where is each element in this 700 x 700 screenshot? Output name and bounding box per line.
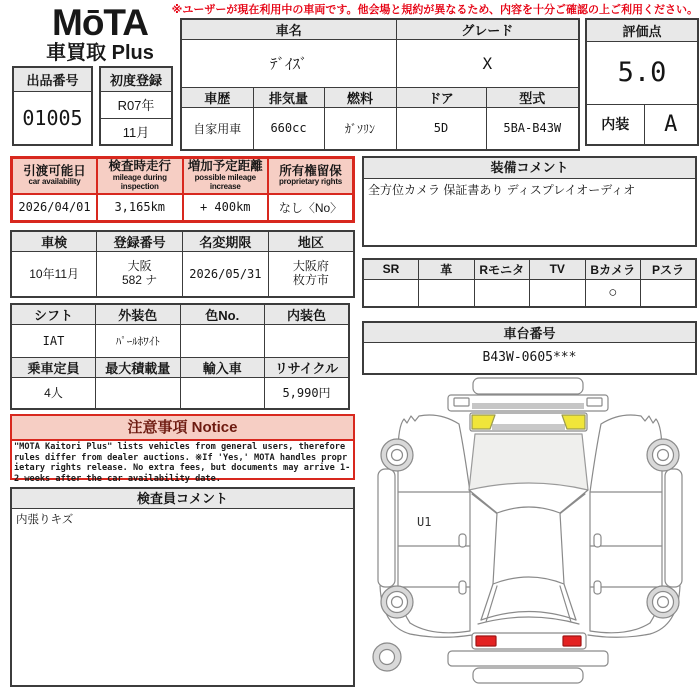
rear-bumper-bottom (473, 668, 583, 683)
proprietary-rights-header-en: proprietary rights (278, 177, 343, 187)
availability-date-value: 2026/04/01 (12, 194, 98, 222)
doors-header: ドア (396, 88, 486, 108)
availability-date-header-jp: 引渡可能日 (23, 163, 86, 178)
color-no-value (180, 325, 265, 358)
first-registration-box (99, 66, 173, 146)
mileage-increase-value: + 400km (183, 194, 269, 222)
inspector-comment-header: 検査員コメント (12, 489, 353, 509)
recycle-value: 5,990円 (265, 378, 350, 409)
registration-number-header: 登録番号 (97, 231, 183, 252)
car-name-header: 車名 (181, 19, 396, 40)
front-bumper-top (473, 378, 583, 394)
model-value: 5BA-B43W (486, 108, 579, 150)
fuel-header: 燃料 (324, 88, 396, 108)
max-load-value (96, 378, 181, 409)
name-change-deadline-header: 名変期限 (183, 231, 269, 252)
first-registration-year: R07年 (100, 91, 172, 118)
shift-header: シフト (11, 304, 96, 325)
windshield (469, 434, 588, 490)
car-name-value: ﾃﾞｲｽﾞ (181, 40, 396, 88)
score-header: 評価点 (586, 19, 698, 41)
shift-value: IAT (11, 325, 96, 358)
equipment-value-tv (530, 279, 586, 307)
interior-color-value (265, 325, 350, 358)
district-line2: 枚方市 (292, 272, 329, 287)
front-bumper-left-insert (454, 398, 469, 406)
grade-value: X (396, 40, 579, 88)
interior-grade-value: A (644, 104, 698, 145)
left-front-door-handle (459, 534, 466, 547)
displacement-value: 660cc (253, 108, 324, 150)
equipment-value-sr (363, 279, 419, 307)
car-info-table (180, 18, 580, 151)
front-bumper-shade (472, 403, 584, 409)
equipment-comment-header: 装備コメント (364, 158, 695, 179)
front-right-wheel (647, 439, 679, 471)
equipment-table (362, 258, 697, 308)
equipment-header-rear-monitor: Rモニタ (474, 259, 530, 279)
mileage-increase-header-jp: 増加予定距離 (187, 159, 263, 174)
mota-logo-main: MōTA (52, 2, 148, 43)
equipment-comment-body: 全方位カメラ 保証書あり ディスプレイオーディオ (368, 183, 636, 197)
rear-window-arcs (478, 612, 579, 625)
right-taillight-highlight (563, 636, 581, 646)
registration-number-value (97, 252, 183, 297)
mileage-increase-header-en: possible mileage increase (194, 173, 256, 191)
rear-bumper-bar (448, 651, 608, 666)
district-value (268, 252, 354, 297)
equipment-value-rear-monitor (474, 279, 530, 307)
equipment-header-sr: SR (363, 259, 419, 279)
inspector-comment-box (10, 487, 355, 687)
equipment-header-power-slide: Pスラ (641, 259, 697, 279)
proprietary-rights-value: なし〈No〉 (268, 194, 354, 222)
availability-table (10, 156, 355, 223)
exterior-color-header: 外装色 (96, 304, 181, 325)
roof-panel (493, 507, 564, 584)
proprietary-rights-header-jp: 所有権留保 (279, 163, 342, 178)
exterior-color-value: ﾊﾟｰﾙﾎﾜｲﾄ (96, 325, 181, 358)
grade-header: グレード (396, 19, 579, 40)
equipment-header-tv: TV (530, 259, 586, 279)
district-line1: 大阪府 (292, 258, 329, 273)
inspection-table (10, 230, 355, 298)
chassis-number-value: B43W-0605*** (363, 343, 696, 374)
shaken-header: 車検 (11, 231, 97, 252)
first-registration-month: 11月 (100, 118, 172, 145)
notice-header: 注意事項 Notice (12, 416, 353, 441)
mileage-header-en: mileage during inspection (112, 173, 167, 191)
history-header: 車歴 (181, 88, 253, 108)
notice-box (10, 414, 355, 485)
chassis-number-header: 車台番号 (363, 322, 696, 343)
left-rear-door-handle (459, 581, 466, 594)
name-change-deadline-value: 2026/05/31 (183, 252, 269, 297)
damage-code-u1: U1 (417, 515, 432, 529)
cowl-shade (492, 424, 565, 430)
district-header: 地区 (268, 231, 354, 252)
equipment-value-power-slide (641, 279, 697, 307)
import-value (180, 378, 265, 409)
rear-left-wheel (381, 586, 413, 618)
equipment-value-leather (419, 279, 475, 307)
user-vehicle-warning: ※ユーザーが現在利用中の車両です。他会場と規約が異なるため、内容を十分ご確認の上ご利用ください。 (171, 4, 698, 16)
mileage-value: 3,165km (97, 194, 183, 222)
mileage-header (97, 158, 183, 194)
mota-logo-sub: 車買取 Plus (46, 41, 154, 64)
color-no-header: 色No. (180, 304, 265, 325)
displacement-header: 排気量 (253, 88, 324, 108)
registration-number-line1: 大阪 (127, 258, 152, 273)
history-value: 自家用車 (181, 108, 253, 150)
lot-number-value: 01005 (13, 91, 92, 145)
car-diagram (360, 374, 700, 700)
rear-right-wheel (647, 586, 679, 618)
interior-label: 内装 (586, 104, 644, 145)
right-front-door-handle (594, 534, 601, 547)
first-registration-header: 初度登録 (100, 67, 172, 91)
availability-date-header (12, 158, 98, 194)
equipment-header-leather: 革 (419, 259, 475, 279)
equipment-header-back-camera: Bカメラ (585, 259, 641, 279)
recycle-header: リサイクル (265, 358, 350, 378)
doors-value: 5D (396, 108, 486, 150)
right-rocker-panel (665, 469, 682, 587)
lot-number-box (12, 66, 93, 146)
front-left-wheel (381, 439, 413, 471)
mota-logo (24, 4, 176, 64)
left-taillight-highlight (476, 636, 496, 646)
notice-body: "MOTA Kaitori Plus" lists vehicles from general users, therefore rules differ from dealer auctions. ※If 'Yes,' MOTA handles proprietary rights release. No extra fees, but documents may arrive 1-2 weeks after the car availability date. (14, 442, 351, 485)
max-load-header: 最大積載量 (96, 358, 181, 378)
proprietary-rights-header (268, 158, 354, 194)
shaken-value: 10年11月 (11, 252, 97, 297)
score-box (585, 18, 699, 146)
capacity-header: 乗車定員 (11, 358, 96, 378)
mileage-header-jp: 検査時走行 (108, 159, 171, 174)
front-bumper-right-insert (587, 398, 602, 406)
specs-table (10, 303, 350, 410)
availability-date-header-en: car availability (28, 177, 81, 187)
registration-number-line2: 582 ナ (121, 272, 158, 287)
interior-color-header: 内装色 (265, 304, 350, 325)
fuel-value: ｶﾞｿﾘﾝ (324, 108, 396, 150)
right-rear-door-handle (594, 581, 601, 594)
lot-number-header: 出品番号 (13, 67, 92, 91)
equipment-value-back-camera: ○ (585, 279, 641, 307)
mileage-increase-header (183, 158, 269, 194)
model-header: 型式 (486, 88, 579, 108)
capacity-value: 4人 (11, 378, 96, 409)
left-rocker-panel (378, 469, 395, 587)
equipment-comment-box (362, 156, 697, 247)
chassis-number-box (362, 321, 697, 375)
inspector-comment-body: 内張りキズ (16, 514, 74, 526)
score-value: 5.0 (586, 41, 698, 104)
spare-tire (373, 643, 401, 671)
import-header: 輸入車 (180, 358, 265, 378)
